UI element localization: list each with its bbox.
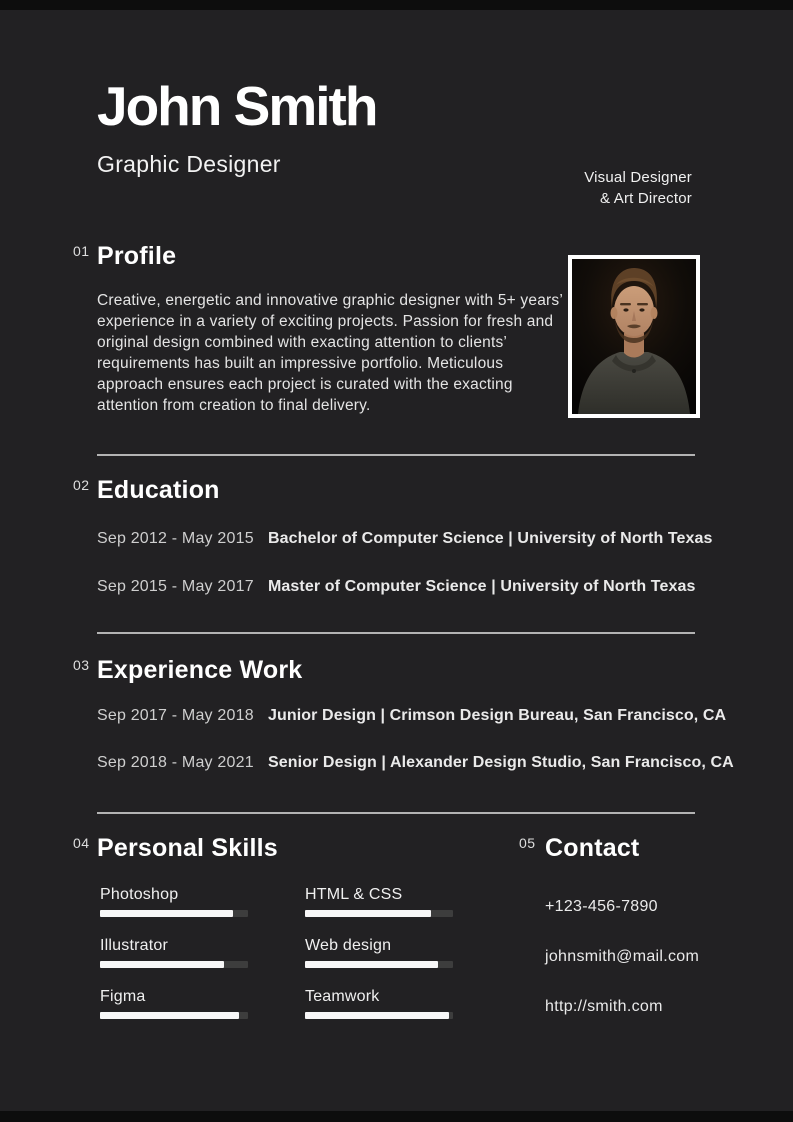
profile-paragraph: Creative, energetic and innovative graphic designer with 5+ years’ experience in a variety of exciting projects. Passion for fresh and original design combined with exacting attention to clients’ requirements has built an impressive portfolio. Meticulous approach ensures each project is curated with the exacting attention from creation to final delivery. (97, 292, 563, 414)
education-detail: Master of Computer Science | University of North Texas (268, 578, 696, 595)
skill-bar-fill (305, 1012, 449, 1019)
skill-bar-track (305, 1012, 453, 1019)
contact-phone: +123-456-7890 (545, 898, 658, 915)
skill-item (305, 988, 453, 1019)
top-edge-bar (0, 0, 793, 10)
experience-row (97, 706, 726, 725)
education-date: Sep 2015 - May 2017 (97, 578, 254, 595)
skill-label: Teamwork (305, 988, 380, 1005)
skill-bar-track (100, 961, 248, 968)
education-detail: Bachelor of Computer Science | University of North Texas (268, 530, 713, 547)
education-date: Sep 2012 - May 2015 (97, 530, 254, 547)
section-number-education: 02 (73, 477, 90, 493)
section-title-profile: Profile (97, 242, 177, 270)
contact-website: http://smith.com (545, 998, 663, 1015)
experience-detail: Senior Design | Alexander Design Studio, San Francisco, CA (268, 754, 734, 771)
section-number-experience: 03 (73, 657, 90, 673)
skill-bar-track (305, 961, 453, 968)
tagline-line-1: Visual Designer (584, 169, 692, 186)
skill-bar-fill (305, 961, 438, 968)
skill-label: Illustrator (100, 937, 168, 954)
section-number-contact: 05 (519, 835, 536, 851)
skill-item (100, 988, 248, 1019)
skill-item (100, 886, 248, 917)
person-title: Graphic Designer (97, 151, 281, 177)
divider (97, 454, 695, 456)
skill-label: HTML & CSS (305, 886, 403, 903)
divider (97, 632, 695, 634)
skill-label: Web design (305, 937, 392, 954)
person-name: John Smith (97, 75, 377, 137)
bottom-edge-bar (0, 1111, 793, 1122)
tagline-line-2: & Art Director (600, 190, 692, 207)
skill-bar-track (100, 910, 248, 917)
section-number-profile: 01 (73, 243, 90, 259)
section-title-contact: Contact (545, 834, 640, 862)
skill-bar-fill (100, 910, 233, 917)
experience-date: Sep 2018 - May 2021 (97, 754, 254, 771)
skill-bar-fill (100, 961, 224, 968)
skill-label: Photoshop (100, 886, 179, 903)
portrait-illustration (572, 259, 696, 414)
section-title-skills: Personal Skills (97, 834, 278, 862)
section-title-education: Education (97, 476, 220, 504)
skill-item (305, 886, 453, 917)
experience-date: Sep 2017 - May 2018 (97, 707, 254, 724)
skill-bar-track (100, 1012, 248, 1019)
skill-item (305, 937, 453, 968)
tagline (584, 167, 692, 209)
skill-bar-track (305, 910, 453, 917)
section-number-skills: 04 (73, 835, 90, 851)
divider (97, 812, 695, 814)
section-title-experience: Experience Work (97, 656, 303, 684)
skill-bar-fill (305, 910, 431, 917)
skill-item (100, 937, 248, 968)
experience-row (97, 753, 734, 772)
skill-bar-fill (100, 1012, 239, 1019)
contact-email: johnsmith@mail.com (545, 948, 700, 965)
education-row (97, 529, 713, 548)
skill-label: Figma (100, 988, 146, 1005)
experience-detail: Junior Design | Crimson Design Bureau, San Francisco, CA (268, 707, 727, 724)
profile-photo (568, 255, 700, 418)
education-row (97, 577, 695, 596)
